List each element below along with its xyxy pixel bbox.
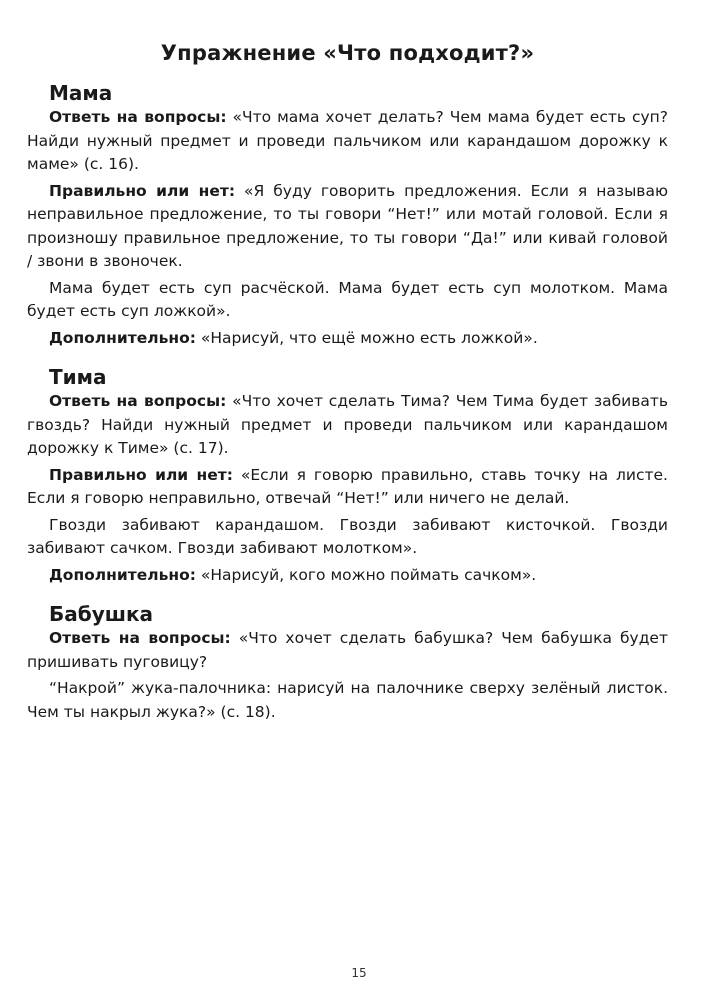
paragraph	[27, 390, 668, 461]
paragraph	[27, 564, 668, 588]
paragraph-label: Правильно или нет:	[49, 181, 236, 200]
paragraph-text: «Если я говорю правильно, ставь точку на листе. Если я говорю неправильно, отвечай “Нет!” или ничего не делай.	[27, 465, 668, 507]
paragraph-label: Дополнительно:	[49, 565, 196, 584]
section-mama	[27, 80, 668, 350]
paragraph	[27, 627, 668, 674]
section-heading: Мама	[49, 81, 113, 105]
paragraph	[27, 327, 668, 351]
paragraph	[27, 180, 668, 274]
page-number: 15	[351, 966, 367, 980]
paragraph-text: «Что хочет сделать бабушка? Чем бабушка будет пришивать пуговицу?	[27, 629, 668, 671]
paragraph-text: «Что хочет сделать Тима? Чем Тима будет забивать гвоздь? Найди нужный предмет и проведи пальчиком или карандашом дорожку к Тиме» (с. 17).	[27, 392, 668, 457]
paragraph-label: Правильно или нет:	[49, 465, 233, 484]
paragraph-text: «Нарисуй, кого можно поймать сачком».	[195, 565, 537, 584]
paragraph-text: «Нарисуй, что ещё можно есть ложкой».	[195, 328, 538, 347]
paragraph-text: “Накрой” жука-палочника: нарисуй на палочнике сверху зелёный листок. Чем ты накрыл жука?» (с. 18).	[27, 679, 668, 721]
page-content	[27, 38, 668, 738]
section-tima	[27, 364, 668, 587]
paragraph-text: «Что мама хочет делать? Чем мама будет есть суп? Найди нужный предмет и проведи пальчиком или карандашом дорожку к маме» (с. 16).	[27, 108, 668, 173]
paragraph	[27, 106, 668, 177]
section-babushka	[27, 601, 668, 724]
paragraph-label: Ответь на вопросы:	[49, 629, 231, 647]
page-title: Упражнение «Что подходит?»	[160, 41, 535, 65]
paragraph-text: Мама будет есть суп расчёской. Мама будет есть суп молотком. Мама будет есть суп ложкой».	[27, 278, 668, 320]
section-heading: Тима	[49, 365, 107, 389]
paragraph	[27, 277, 668, 324]
paragraph-label: Ответь на вопросы:	[49, 108, 227, 126]
section-heading: Бабушка	[49, 602, 154, 626]
paragraph-text: «Я буду говорить предложения. Если я называю неправильное предложение, то ты говори “Нет!” или мотай головой. Если я произношу правильное предложение, то ты говори “Да!” или кивай головой / звони в звоночек.	[27, 181, 668, 270]
paragraph	[27, 514, 668, 561]
paragraph-text: Гвозди забивают карандашом. Гвозди забивают кисточкой. Гвозди забивают сачком. Гвозди забивают молотком».	[27, 515, 668, 557]
paragraph	[27, 677, 668, 724]
paragraph	[27, 464, 668, 511]
paragraph-label: Ответь на вопросы:	[49, 392, 227, 410]
paragraph-label: Дополнительно:	[49, 328, 196, 347]
